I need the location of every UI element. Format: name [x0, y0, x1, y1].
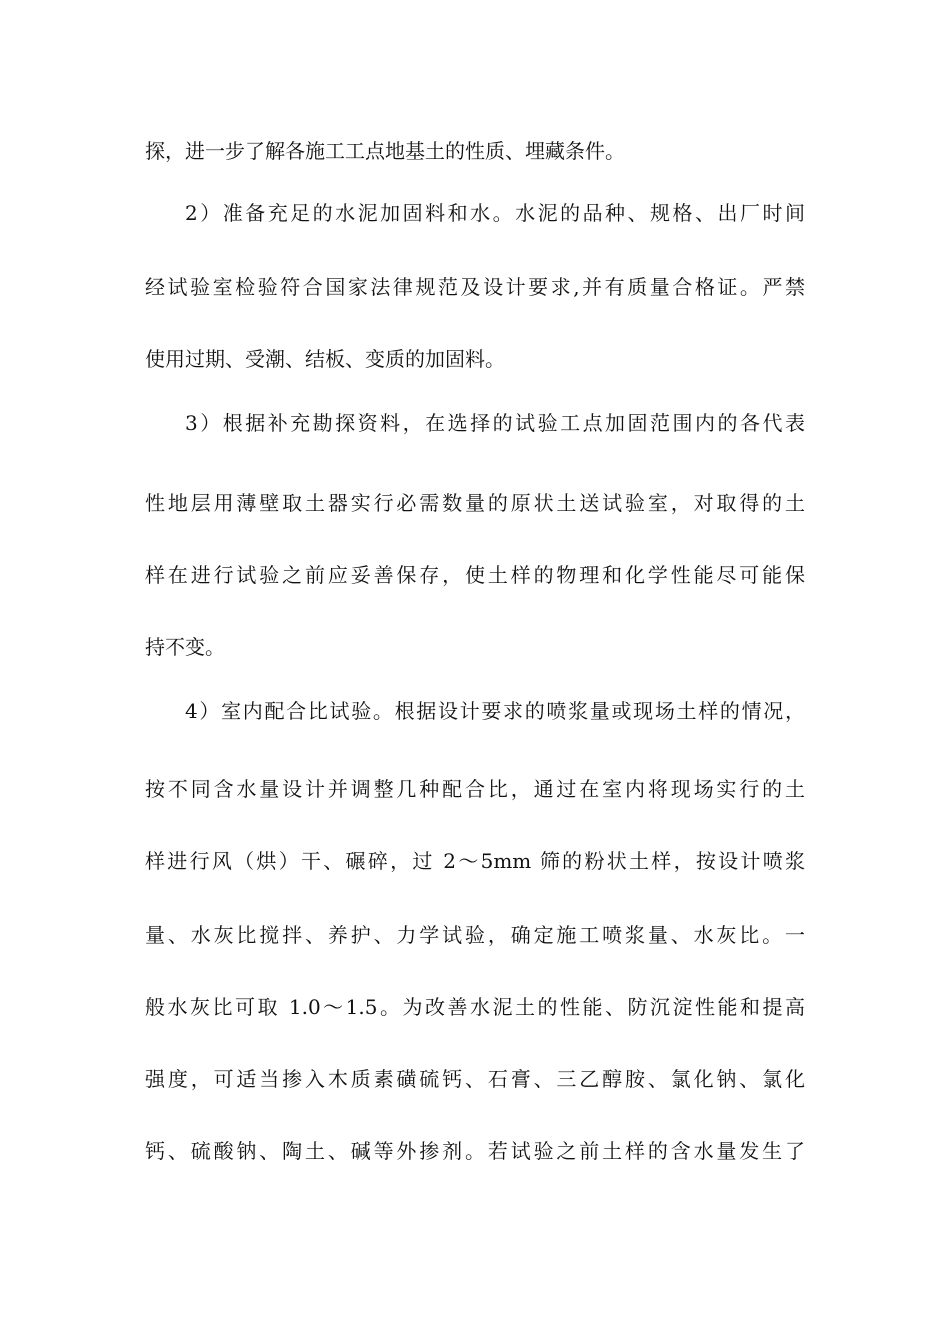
text-line-2: 2）准备充足的水泥加固料和水。水泥的品种、规格、出厂时间: [185, 201, 805, 225]
text-line-4: 使用过期、受潮、结板、变质的加固料。: [145, 347, 505, 371]
text-line-10: 按不同含水量设计并调整几种配合比，通过在室内将现场实行的土: [145, 777, 805, 801]
text-line-1: 探，进一步了解各施工工点地基土的性质、埋藏条件。: [145, 139, 625, 163]
text-line-12: 量、水灰比搅拌、养护、力学试验，确定施工喷浆量、水灰比。一: [145, 923, 805, 947]
text-line-15: 钙、硫酸钠、陶土、碱等外掺剂。若试验之前土样的含水量发生了: [145, 1139, 805, 1163]
text-line-3: 经试验室检验符合国家法律规范及设计要求,并有质量合格证。严禁: [145, 275, 805, 299]
text-line-9: 4）室内配合比试验。根据设计要求的喷浆量或现场土样的情况，: [185, 699, 805, 723]
text-line-14: 强度，可适当掺入木质素磺硫钙、石膏、三乙醇胺、氯化钠、氯化: [145, 1067, 805, 1091]
text-line-11: 样进行风（烘）干、碾碎，过 2～5mm 筛的粉状土样，按设计喷浆: [145, 849, 805, 873]
text-line-8: 持不变。: [145, 635, 225, 659]
text-line-5: 3）根据补充勘探资料，在选择的试验工点加固范围内的各代表: [185, 411, 805, 435]
text-line-6: 性地层用薄壁取土器实行必需数量的原状土送试验室，对取得的土: [145, 491, 805, 515]
text-line-7: 样在进行试验之前应妥善保存，使土样的物理和化学性能尽可能保: [145, 563, 805, 587]
text-line-13: 般水灰比可取 1.0～1.5。为改善水泥土的性能、防沉淀性能和提高: [145, 995, 805, 1019]
